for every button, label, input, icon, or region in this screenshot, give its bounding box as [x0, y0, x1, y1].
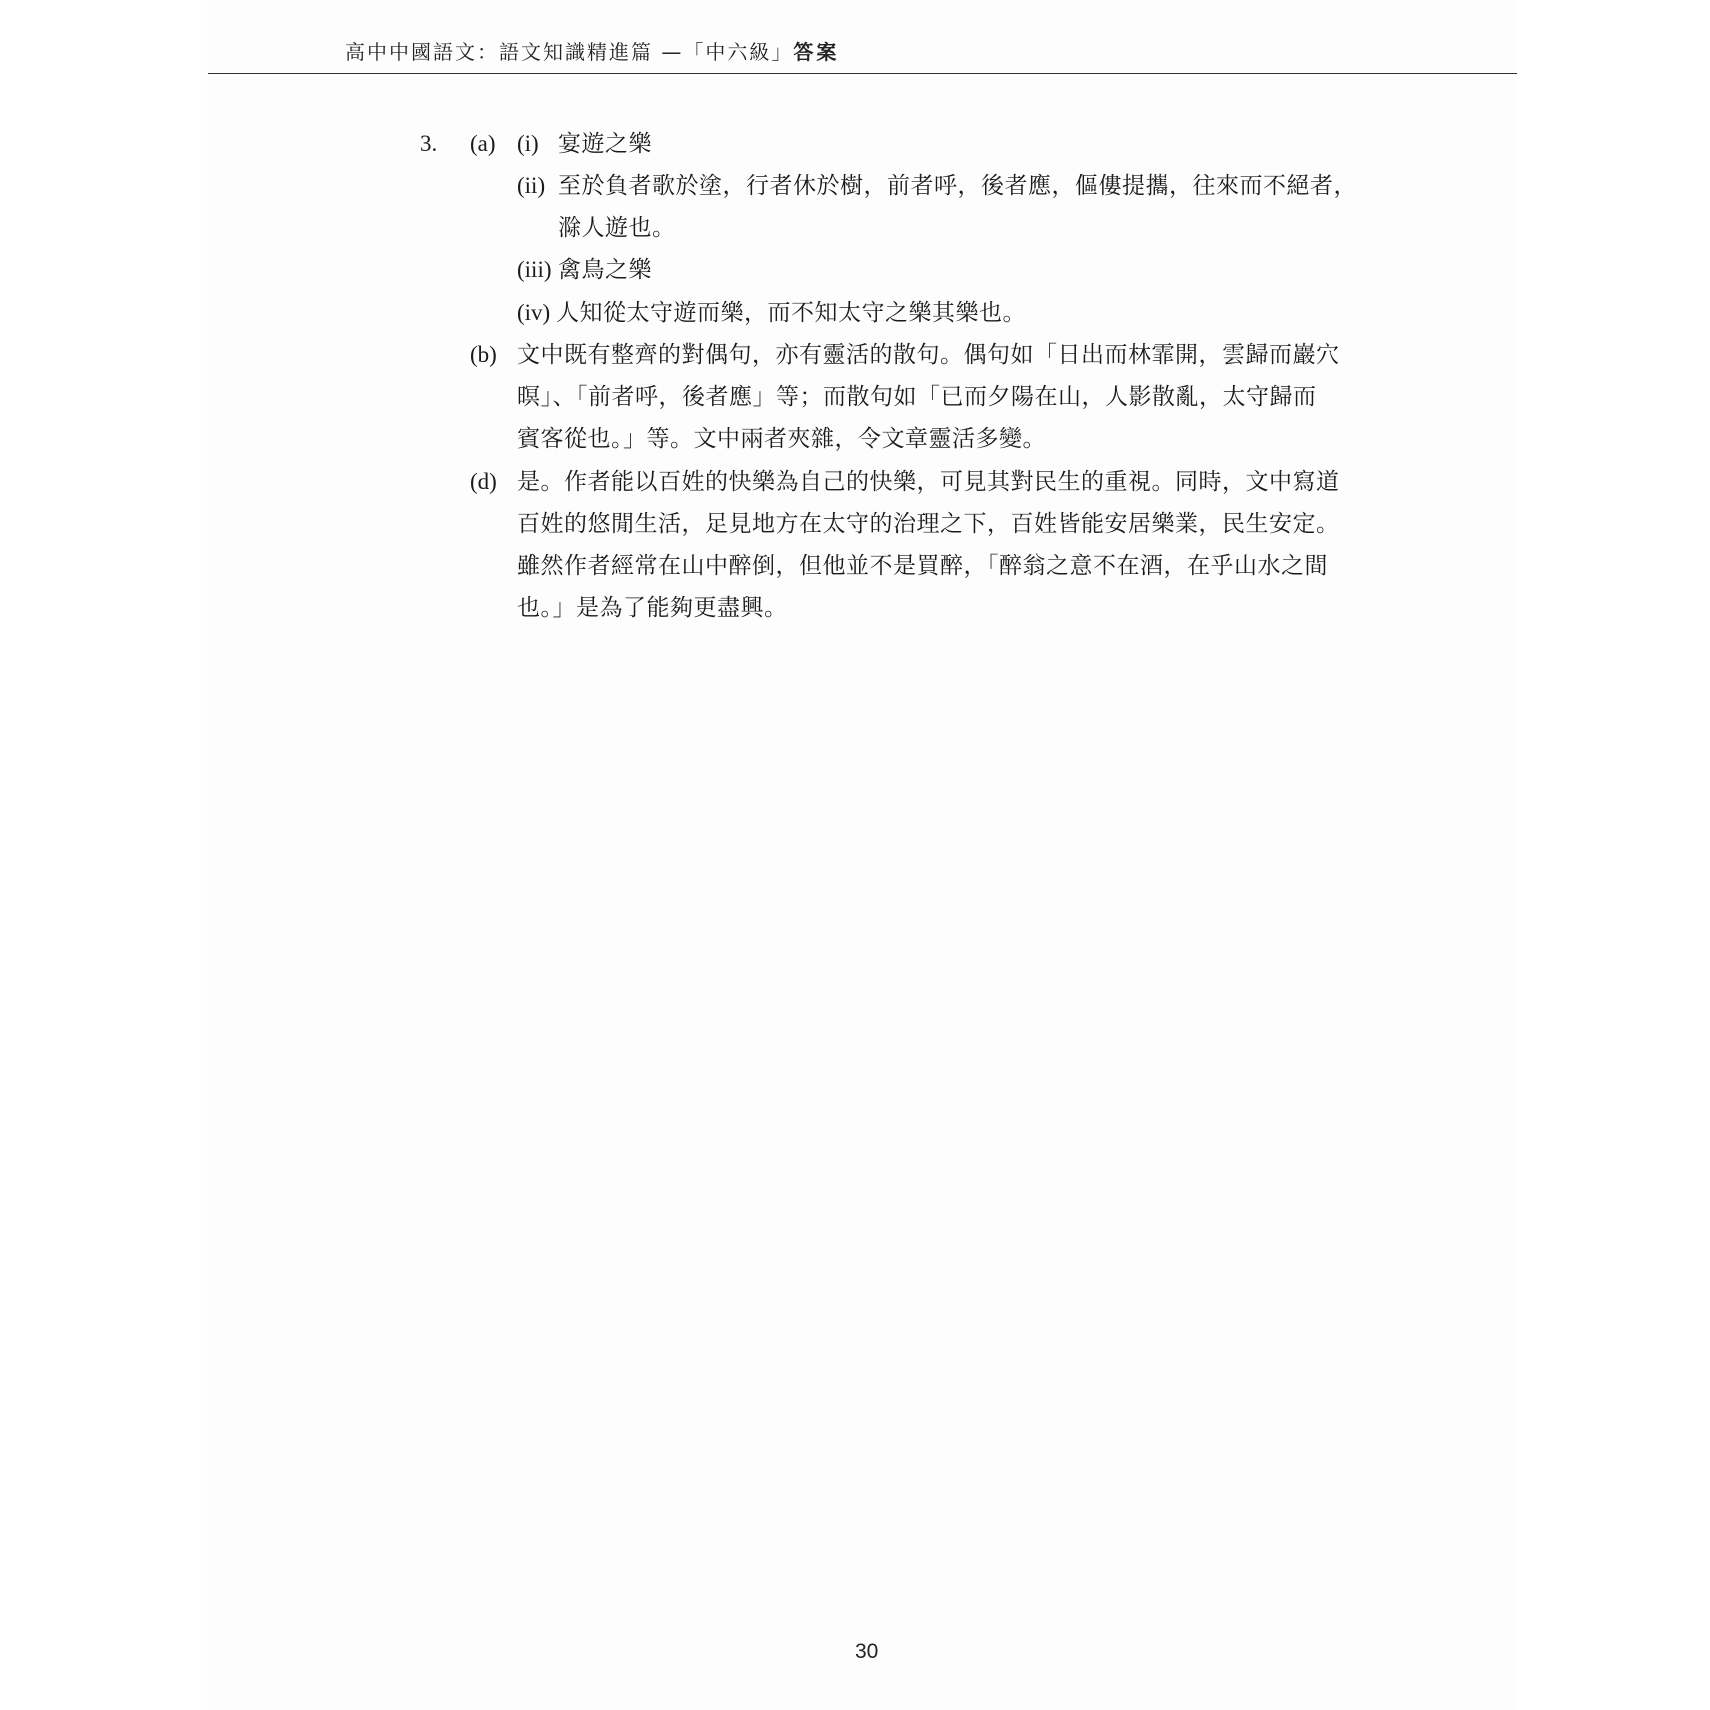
part-a-i-text: 宴遊之樂	[558, 131, 652, 157]
document-page	[207, 0, 1517, 1710]
part-a-iv-label: (iv)	[517, 300, 551, 325]
part-b-line-3: 賓客從也。」等。文中兩者夾雜，令文章靈活多變。	[517, 426, 1046, 452]
part-a-iii-text: 禽鳥之樂	[558, 257, 652, 283]
header-answer-label: 答案	[793, 40, 840, 64]
part-a-ii-text-line-2: 滁人遊也。	[558, 215, 676, 241]
part-a-iv-text: 人知從太守遊而樂，而不知太守之樂其樂也。	[556, 300, 1026, 326]
part-d-line-1: 是。作者能以百姓的快樂為自己的快樂，可見其對民生的重視。同時，文中寫道	[517, 469, 1340, 495]
page-number: 30	[855, 1640, 879, 1663]
part-a-iii-label: (iii)	[517, 257, 552, 282]
part-b-line-1: 文中既有整齊的對偶句，亦有靈活的散句。偶句如「日出而林霏開，雲歸而巖穴	[517, 342, 1340, 368]
part-b-line-2: 暝」、「前者呼，後者應」等；而散句如「已而夕陽在山，人影散亂，太守歸而	[517, 384, 1317, 410]
header-divider	[208, 73, 1517, 74]
part-a-ii-label: (ii)	[517, 173, 546, 198]
part-d-line-3: 雖然作者經常在山中醉倒，但他並不是買醉，「醉翁之意不在酒，在乎山水之間	[517, 553, 1328, 579]
part-d-line-4: 也。」是為了能夠更盡興。	[517, 595, 788, 621]
question-number: 3.	[420, 131, 438, 156]
part-d-line-2: 百姓的悠閒生活，足見地方在太守的治理之下，百姓皆能安居樂業，民生安定。	[517, 511, 1340, 537]
running-header	[345, 36, 839, 65]
part-a-i-label: (i)	[517, 131, 539, 156]
part-a-label: (a)	[470, 131, 496, 156]
part-a-ii-text-line-1: 至於負者歌於塗，行者休於樹，前者呼，後者應，傴僂提攜，往來而不絕者，	[558, 173, 1357, 199]
part-b-label: (b)	[470, 342, 497, 367]
part-d-label: (d)	[470, 469, 497, 494]
header-title-text: 高中中國語文：語文知識精進篇 —「中六級」	[345, 40, 794, 64]
